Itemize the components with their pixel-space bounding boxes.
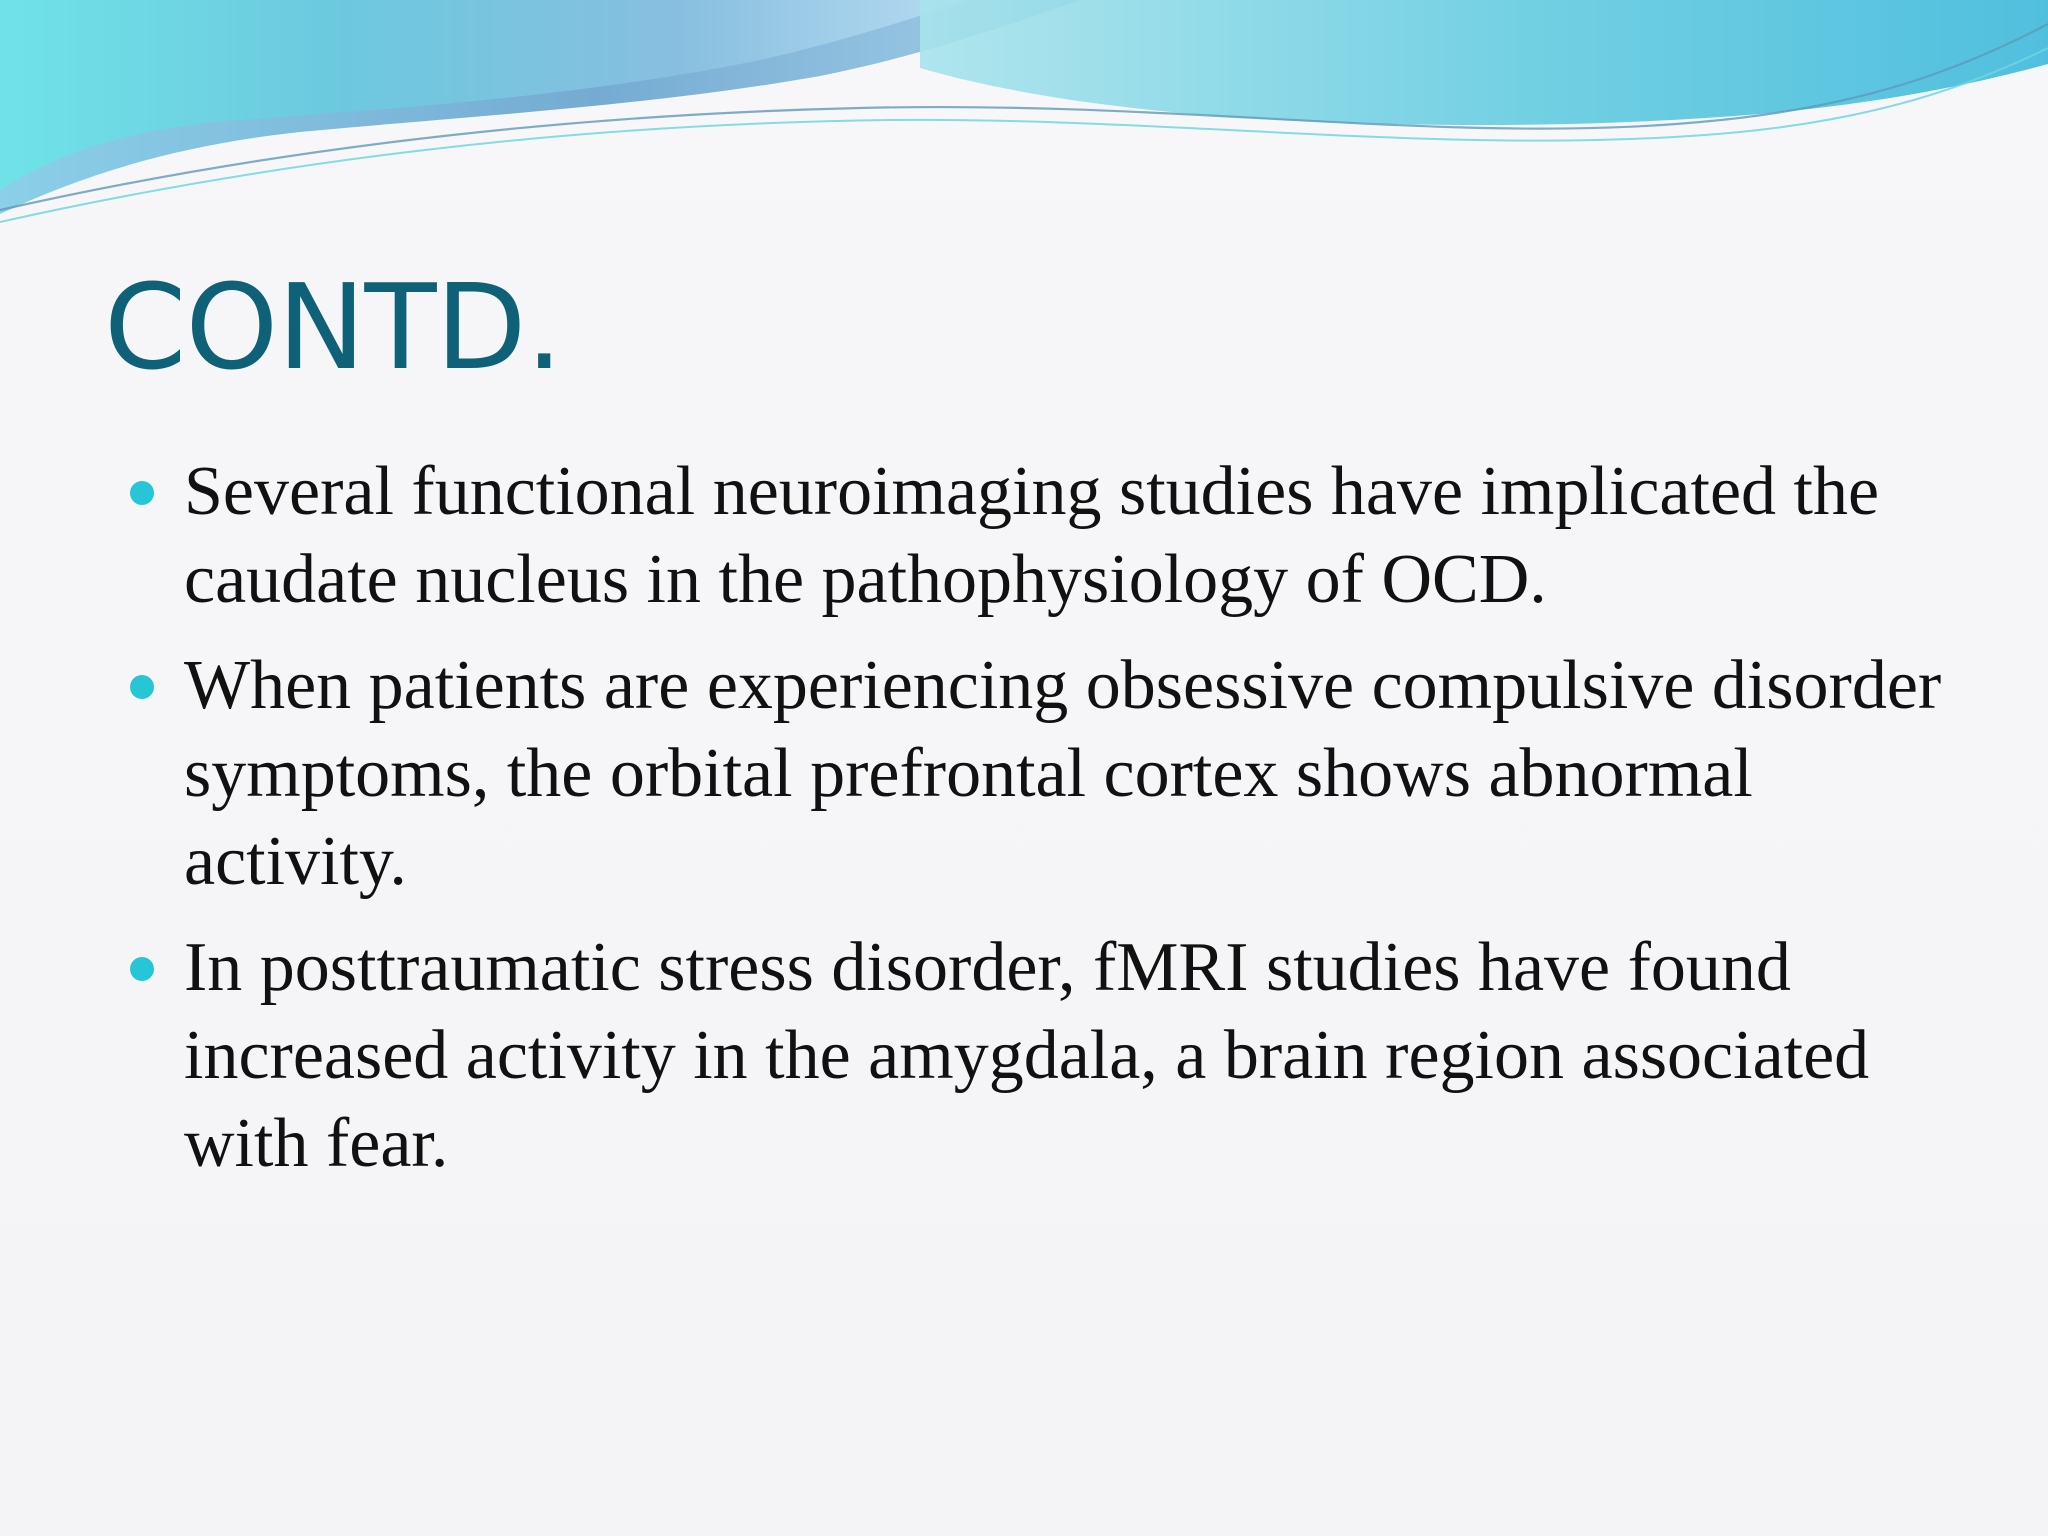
bullet-list xyxy=(130,448,1990,1206)
bullet-text: When patients are experiencing obsessive compulsive disorder symptoms, the orbital prefrontal cortex shows abnormal activity. xyxy=(184,647,1942,900)
wave-right xyxy=(920,0,2048,125)
decorative-wave-header xyxy=(0,0,2048,240)
list-item xyxy=(130,448,1990,624)
list-item xyxy=(130,924,1990,1188)
slide-title: CONTD. xyxy=(104,258,562,396)
list-item xyxy=(130,642,1990,906)
bullet-dot-icon xyxy=(130,957,154,981)
bullet-dot-icon xyxy=(130,675,154,699)
bullet-text: Several functional neuroimaging studies have implicated the caudate nucleus in the pathophysiology of OCD. xyxy=(184,453,1880,618)
bullet-text: In posttraumatic stress disorder, fMRI studies have found increased activity in the amygdala, a brain region associated with fear. xyxy=(184,929,1870,1182)
wave-main xyxy=(0,0,970,190)
bullet-dot-icon xyxy=(130,481,154,505)
